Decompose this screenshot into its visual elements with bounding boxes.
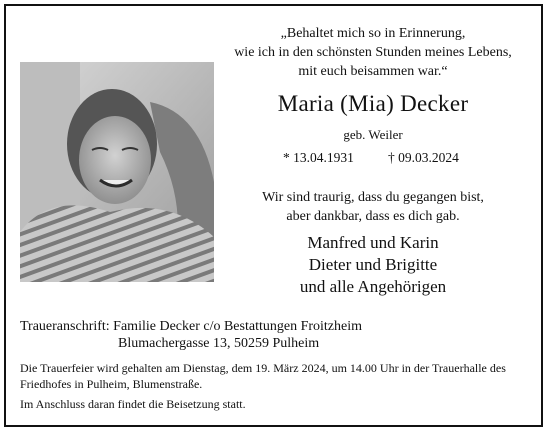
quote-line: „Behaltet mich so in Erinnerung, [280,26,466,41]
mourners-list [218,232,528,298]
quote-line: mit euch beisammen war.“ [298,64,448,79]
mourning-address [20,318,362,352]
funeral-service-note: Die Trauerfeier wird gehalten am Dienstag, dem 19. März 2024, um 14.00 Uhr in der Trauerhalle des Friedhofes in Pulheim, Blumenstraße. [20,361,506,391]
mourner-line: Manfred und Karin [307,233,439,252]
farewell-message [218,188,528,226]
death-date: † 09.03.2024 [388,150,459,165]
quote-line: wie ich in den schönsten Stunden meines Lebens, [234,45,512,60]
address-line: Traueranschrift: Familie Decker c/o Bestattungen Froitzheim [20,319,363,334]
burial-note: Im Anschluss daran findet die Beisetzung statt. [20,397,246,411]
deceased-name: Maria (Mia) Decker [277,91,469,116]
birth-date: * 13.04.1931 [283,150,354,165]
address-line: Blumachergasse 13, 50259 Pulheim [118,336,320,351]
maiden-name: geb. Weiler [343,127,403,142]
mourner-line: Dieter und Brigitte [308,255,438,274]
message-line: aber dankbar, dass es dich gab. [286,209,460,224]
mourner-line: und alle Angehörigen [299,277,447,296]
message-line: Wir sind traurig, dass du gegangen bist, [262,190,484,205]
portrait-photo [20,62,214,282]
memorial-quote [218,24,528,81]
